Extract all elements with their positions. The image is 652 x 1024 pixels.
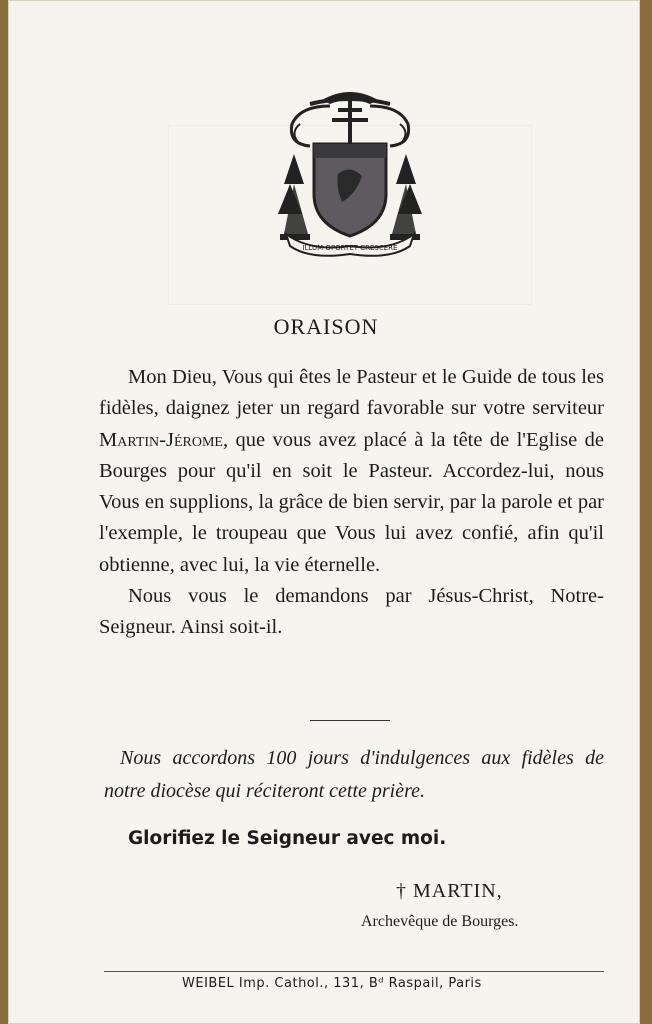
prayer-paragraph-1 (99, 362, 604, 581)
prayer-text-start: Mon Dieu, Vous qui êtes le Pasteur et le Guide de tous les fidèles, daignez jeter un regard favorable sur votre serviteur (99, 366, 604, 420)
footer-divider (104, 971, 604, 972)
prayer-paragraph-2: Nous vous le demandons par Jésus-Christ, Notre-Seigneur. Ainsi soit-il. (99, 585, 604, 639)
prayer-text-end: , que vous avez placé à la tête de l'Eglise de Bourges pour qu'il en soit le Pasteur. Accordez-lui, nous Vous en supplions, la grâce de bien servir, par la parole et par l'exemple, le troupeau que Vous lui avez confié, afin qu'il obtienne, avec lui, la vie éternelle. (99, 428, 604, 576)
prayer-text (99, 362, 604, 644)
archbishop-name: Martin-Jérome (99, 428, 223, 451)
signature-name: † MARTIN, (396, 880, 503, 902)
exhortation: Glorifiez le Seigneur avec moi. (128, 828, 447, 849)
archiepiscopal-coat-of-arms (270, 84, 430, 259)
coat-of-arms-motto: ILLUM OPORTET CRESCERE (302, 244, 398, 252)
indulgence-note: Nous accordons 100 jours d'indulgences aux fidèles de notre diocèse qui réciteront cette prière. (104, 747, 604, 802)
page-title: ORAISON (273, 314, 379, 339)
signature-title: Archevêque de Bourges. (361, 913, 519, 930)
printer-imprint: WEIBEL Imp. Cathol., 131, Bᵈ Raspail, Paris (182, 976, 482, 991)
divider (310, 720, 390, 721)
